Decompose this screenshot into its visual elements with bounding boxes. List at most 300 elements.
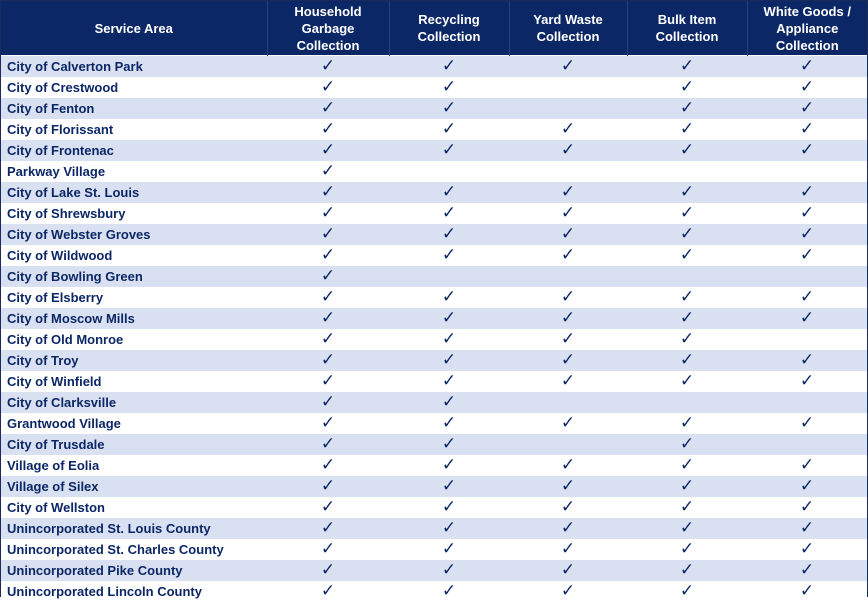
service-cell bbox=[509, 329, 627, 350]
service-cell bbox=[509, 413, 627, 434]
service-cell bbox=[747, 308, 867, 329]
service-cell bbox=[267, 392, 389, 413]
service-cell bbox=[747, 182, 867, 203]
service-cell bbox=[267, 350, 389, 371]
service-area-name: City of Webster Groves bbox=[1, 224, 267, 245]
checkmark-icon: ✓ bbox=[321, 351, 335, 369]
service-cell bbox=[267, 497, 389, 518]
table-row bbox=[1, 140, 867, 161]
checkmark-icon: ✓ bbox=[442, 120, 456, 138]
checkmark-icon: ✓ bbox=[561, 57, 575, 75]
checkmark-icon: ✓ bbox=[561, 456, 575, 474]
service-cell bbox=[267, 476, 389, 497]
checkmark-icon: ✓ bbox=[800, 414, 814, 432]
service-cell bbox=[389, 329, 509, 350]
service-cell bbox=[509, 539, 627, 560]
checkmark-icon: ✓ bbox=[442, 351, 456, 369]
checkmark-icon: ✓ bbox=[680, 141, 694, 159]
service-cell bbox=[267, 161, 389, 182]
table-row bbox=[1, 287, 867, 308]
service-cell bbox=[747, 119, 867, 140]
checkmark-icon: ✓ bbox=[321, 582, 335, 600]
service-cell bbox=[627, 560, 747, 581]
service-cell bbox=[509, 287, 627, 308]
service-area-name: City of Lake St. Louis bbox=[1, 182, 267, 203]
table-row bbox=[1, 371, 867, 392]
service-cell bbox=[509, 56, 627, 77]
service-cell bbox=[627, 266, 747, 287]
checkmark-icon: ✓ bbox=[800, 540, 814, 558]
service-area-name: City of Trusdale bbox=[1, 434, 267, 455]
checkmark-icon: ✓ bbox=[321, 78, 335, 96]
table-row bbox=[1, 245, 867, 266]
service-cell bbox=[267, 119, 389, 140]
service-cell bbox=[389, 161, 509, 182]
checkmark-icon: ✓ bbox=[442, 204, 456, 222]
service-cell bbox=[389, 497, 509, 518]
checkmark-icon: ✓ bbox=[561, 477, 575, 495]
checkmark-icon: ✓ bbox=[561, 120, 575, 138]
checkmark-icon: ✓ bbox=[321, 57, 335, 75]
service-cell bbox=[627, 392, 747, 413]
checkmark-icon: ✓ bbox=[561, 519, 575, 537]
checkmark-icon: ✓ bbox=[442, 540, 456, 558]
checkmark-icon: ✓ bbox=[800, 519, 814, 537]
service-cell bbox=[627, 56, 747, 77]
header-white-goods: White Goods / Appliance Collection bbox=[747, 1, 867, 56]
table-header bbox=[1, 1, 867, 56]
checkmark-icon: ✓ bbox=[321, 120, 335, 138]
table-row bbox=[1, 392, 867, 413]
service-cell bbox=[267, 140, 389, 161]
service-cell bbox=[509, 140, 627, 161]
checkmark-icon: ✓ bbox=[442, 393, 456, 411]
service-cell bbox=[509, 203, 627, 224]
service-cell bbox=[509, 77, 627, 98]
service-area-name: Parkway Village bbox=[1, 161, 267, 182]
header-yard-waste: Yard Waste Collection bbox=[509, 1, 627, 56]
checkmark-icon: ✓ bbox=[561, 351, 575, 369]
table-row bbox=[1, 119, 867, 140]
checkmark-icon: ✓ bbox=[321, 309, 335, 327]
service-cell bbox=[627, 518, 747, 539]
checkmark-icon: ✓ bbox=[561, 141, 575, 159]
service-cell bbox=[389, 308, 509, 329]
service-cell bbox=[267, 329, 389, 350]
service-cell bbox=[267, 413, 389, 434]
table-row bbox=[1, 455, 867, 476]
checkmark-icon: ✓ bbox=[321, 162, 335, 180]
service-cell bbox=[627, 539, 747, 560]
header-service-area: Service Area bbox=[1, 1, 267, 56]
table-row bbox=[1, 413, 867, 434]
checkmark-icon: ✓ bbox=[442, 99, 456, 117]
service-cell bbox=[389, 413, 509, 434]
service-cell bbox=[509, 518, 627, 539]
table-row bbox=[1, 539, 867, 560]
service-cell bbox=[509, 98, 627, 119]
service-cell bbox=[627, 287, 747, 308]
checkmark-icon: ✓ bbox=[561, 498, 575, 516]
service-cell bbox=[267, 287, 389, 308]
checkmark-icon: ✓ bbox=[800, 288, 814, 306]
checkmark-icon: ✓ bbox=[321, 456, 335, 474]
checkmark-icon: ✓ bbox=[800, 477, 814, 495]
service-cell bbox=[509, 560, 627, 581]
service-cell bbox=[627, 308, 747, 329]
service-area-name: City of Fenton bbox=[1, 98, 267, 119]
checkmark-icon: ✓ bbox=[321, 225, 335, 243]
service-area-name: City of Calverton Park bbox=[1, 56, 267, 77]
checkmark-icon: ✓ bbox=[680, 582, 694, 600]
table-row bbox=[1, 497, 867, 518]
service-cell bbox=[627, 182, 747, 203]
service-cell bbox=[267, 308, 389, 329]
service-cell bbox=[267, 224, 389, 245]
service-cell bbox=[747, 329, 867, 350]
service-cell bbox=[627, 476, 747, 497]
service-area-name: Unincorporated Pike County bbox=[1, 560, 267, 581]
service-cell bbox=[747, 518, 867, 539]
service-area-name: City of Old Monroe bbox=[1, 329, 267, 350]
checkmark-icon: ✓ bbox=[680, 330, 694, 348]
checkmark-icon: ✓ bbox=[561, 183, 575, 201]
checkmark-icon: ✓ bbox=[680, 288, 694, 306]
checkmark-icon: ✓ bbox=[680, 120, 694, 138]
checkmark-icon: ✓ bbox=[321, 99, 335, 117]
service-area-name: City of Troy bbox=[1, 350, 267, 371]
checkmark-icon: ✓ bbox=[442, 246, 456, 264]
header-row bbox=[1, 1, 867, 56]
table-body bbox=[1, 56, 867, 601]
service-cell bbox=[509, 455, 627, 476]
service-cell bbox=[509, 266, 627, 287]
service-cell bbox=[267, 371, 389, 392]
table-row bbox=[1, 350, 867, 371]
service-cell bbox=[267, 98, 389, 119]
service-cell bbox=[747, 140, 867, 161]
service-area-name: City of Winfield bbox=[1, 371, 267, 392]
checkmark-icon: ✓ bbox=[800, 183, 814, 201]
checkmark-icon: ✓ bbox=[442, 57, 456, 75]
service-cell bbox=[627, 413, 747, 434]
checkmark-icon: ✓ bbox=[800, 78, 814, 96]
checkmark-icon: ✓ bbox=[680, 456, 694, 474]
checkmark-icon: ✓ bbox=[680, 351, 694, 369]
table-row bbox=[1, 203, 867, 224]
table-row bbox=[1, 308, 867, 329]
checkmark-icon: ✓ bbox=[561, 309, 575, 327]
service-cell bbox=[389, 371, 509, 392]
service-area-name: City of Bowling Green bbox=[1, 266, 267, 287]
table-row bbox=[1, 182, 867, 203]
header-household-garbage: Household Garbage Collection bbox=[267, 1, 389, 56]
checkmark-icon: ✓ bbox=[800, 99, 814, 117]
service-area-name: City of Shrewsbury bbox=[1, 203, 267, 224]
service-cell bbox=[267, 581, 389, 601]
checkmark-icon: ✓ bbox=[680, 372, 694, 390]
checkmark-icon: ✓ bbox=[321, 288, 335, 306]
service-cell bbox=[747, 203, 867, 224]
service-cell bbox=[389, 98, 509, 119]
service-cell bbox=[389, 581, 509, 601]
service-cell bbox=[747, 245, 867, 266]
service-area-name: Village of Eolia bbox=[1, 455, 267, 476]
service-cell bbox=[389, 392, 509, 413]
checkmark-icon: ✓ bbox=[680, 540, 694, 558]
service-cell bbox=[267, 539, 389, 560]
service-area-name: City of Elsberry bbox=[1, 287, 267, 308]
table-row bbox=[1, 560, 867, 581]
service-cell bbox=[389, 476, 509, 497]
checkmark-icon: ✓ bbox=[680, 204, 694, 222]
checkmark-icon: ✓ bbox=[321, 183, 335, 201]
service-cell bbox=[389, 119, 509, 140]
service-cell bbox=[389, 518, 509, 539]
service-cell bbox=[627, 140, 747, 161]
checkmark-icon: ✓ bbox=[680, 57, 694, 75]
checkmark-icon: ✓ bbox=[321, 561, 335, 579]
checkmark-icon: ✓ bbox=[800, 498, 814, 516]
checkmark-icon: ✓ bbox=[442, 330, 456, 348]
service-cell bbox=[627, 203, 747, 224]
checkmark-icon: ✓ bbox=[800, 582, 814, 600]
checkmark-icon: ✓ bbox=[442, 372, 456, 390]
header-recycling: Recycling Collection bbox=[389, 1, 509, 56]
service-cell bbox=[389, 539, 509, 560]
checkmark-icon: ✓ bbox=[321, 141, 335, 159]
table-row bbox=[1, 518, 867, 539]
service-cell bbox=[389, 77, 509, 98]
service-cell bbox=[627, 224, 747, 245]
table-row bbox=[1, 224, 867, 245]
service-cell bbox=[747, 224, 867, 245]
checkmark-icon: ✓ bbox=[561, 561, 575, 579]
checkmark-icon: ✓ bbox=[442, 498, 456, 516]
service-cell bbox=[747, 476, 867, 497]
service-cell bbox=[509, 308, 627, 329]
service-cell bbox=[747, 434, 867, 455]
table-row bbox=[1, 329, 867, 350]
checkmark-icon: ✓ bbox=[800, 351, 814, 369]
checkmark-icon: ✓ bbox=[321, 477, 335, 495]
service-area-table bbox=[1, 1, 867, 601]
service-area-name: City of Crestwood bbox=[1, 77, 267, 98]
checkmark-icon: ✓ bbox=[561, 540, 575, 558]
service-cell bbox=[267, 560, 389, 581]
checkmark-icon: ✓ bbox=[561, 582, 575, 600]
service-area-name: City of Wellston bbox=[1, 497, 267, 518]
service-cell bbox=[627, 119, 747, 140]
service-cell bbox=[389, 350, 509, 371]
service-cell bbox=[389, 560, 509, 581]
service-area-name: City of Moscow Mills bbox=[1, 308, 267, 329]
service-cell bbox=[389, 224, 509, 245]
service-area-name: City of Wildwood bbox=[1, 245, 267, 266]
service-cell bbox=[747, 497, 867, 518]
service-cell bbox=[627, 581, 747, 601]
service-cell bbox=[509, 476, 627, 497]
service-cell bbox=[389, 434, 509, 455]
checkmark-icon: ✓ bbox=[442, 288, 456, 306]
service-cell bbox=[627, 371, 747, 392]
service-cell bbox=[627, 434, 747, 455]
service-cell bbox=[509, 350, 627, 371]
table-row bbox=[1, 161, 867, 182]
service-cell bbox=[389, 140, 509, 161]
service-cell bbox=[267, 182, 389, 203]
service-cell bbox=[509, 434, 627, 455]
service-cell bbox=[747, 266, 867, 287]
checkmark-icon: ✓ bbox=[321, 246, 335, 264]
service-cell bbox=[747, 581, 867, 601]
service-cell bbox=[747, 56, 867, 77]
service-cell bbox=[267, 56, 389, 77]
service-area-name: Unincorporated St. Charles County bbox=[1, 539, 267, 560]
checkmark-icon: ✓ bbox=[680, 183, 694, 201]
checkmark-icon: ✓ bbox=[442, 519, 456, 537]
checkmark-icon: ✓ bbox=[321, 372, 335, 390]
checkmark-icon: ✓ bbox=[561, 225, 575, 243]
service-cell bbox=[509, 224, 627, 245]
service-cell bbox=[389, 182, 509, 203]
table-row bbox=[1, 56, 867, 77]
service-area-name: City of Florissant bbox=[1, 119, 267, 140]
checkmark-icon: ✓ bbox=[680, 78, 694, 96]
service-cell bbox=[509, 371, 627, 392]
checkmark-icon: ✓ bbox=[561, 414, 575, 432]
checkmark-icon: ✓ bbox=[442, 435, 456, 453]
checkmark-icon: ✓ bbox=[800, 57, 814, 75]
checkmark-icon: ✓ bbox=[680, 309, 694, 327]
checkmark-icon: ✓ bbox=[680, 414, 694, 432]
service-cell bbox=[509, 119, 627, 140]
service-cell bbox=[627, 161, 747, 182]
checkmark-icon: ✓ bbox=[680, 435, 694, 453]
checkmark-icon: ✓ bbox=[800, 561, 814, 579]
checkmark-icon: ✓ bbox=[680, 225, 694, 243]
table-row bbox=[1, 98, 867, 119]
service-cell bbox=[389, 203, 509, 224]
service-cell bbox=[627, 77, 747, 98]
service-cell bbox=[627, 98, 747, 119]
service-cell bbox=[747, 539, 867, 560]
service-cell bbox=[267, 518, 389, 539]
checkmark-icon: ✓ bbox=[680, 561, 694, 579]
service-cell bbox=[267, 455, 389, 476]
checkmark-icon: ✓ bbox=[321, 435, 335, 453]
service-cell bbox=[747, 392, 867, 413]
service-cell bbox=[627, 329, 747, 350]
service-cell bbox=[389, 455, 509, 476]
checkmark-icon: ✓ bbox=[680, 246, 694, 264]
service-cell bbox=[747, 413, 867, 434]
checkmark-icon: ✓ bbox=[321, 393, 335, 411]
checkmark-icon: ✓ bbox=[321, 267, 335, 285]
checkmark-icon: ✓ bbox=[321, 519, 335, 537]
service-cell bbox=[509, 392, 627, 413]
service-area-name: City of Clarksville bbox=[1, 392, 267, 413]
checkmark-icon: ✓ bbox=[800, 456, 814, 474]
checkmark-icon: ✓ bbox=[442, 561, 456, 579]
checkmark-icon: ✓ bbox=[800, 204, 814, 222]
service-cell bbox=[747, 287, 867, 308]
table-row bbox=[1, 434, 867, 455]
checkmark-icon: ✓ bbox=[442, 225, 456, 243]
service-cell bbox=[747, 98, 867, 119]
service-cell bbox=[509, 497, 627, 518]
checkmark-icon: ✓ bbox=[561, 246, 575, 264]
checkmark-icon: ✓ bbox=[561, 372, 575, 390]
service-cell bbox=[389, 266, 509, 287]
table-row bbox=[1, 476, 867, 497]
checkmark-icon: ✓ bbox=[321, 330, 335, 348]
service-cell bbox=[509, 581, 627, 601]
checkmark-icon: ✓ bbox=[800, 225, 814, 243]
service-cell bbox=[747, 77, 867, 98]
service-cell bbox=[389, 245, 509, 266]
service-area-name: City of Frontenac bbox=[1, 140, 267, 161]
service-cell bbox=[747, 350, 867, 371]
service-cell bbox=[267, 266, 389, 287]
checkmark-icon: ✓ bbox=[680, 99, 694, 117]
service-area-name: Unincorporated St. Louis County bbox=[1, 518, 267, 539]
service-cell bbox=[627, 245, 747, 266]
service-cell bbox=[747, 560, 867, 581]
service-area-name: Unincorporated Lincoln County bbox=[1, 581, 267, 601]
checkmark-icon: ✓ bbox=[321, 414, 335, 432]
checkmark-icon: ✓ bbox=[442, 183, 456, 201]
service-area-name: Grantwood Village bbox=[1, 413, 267, 434]
checkmark-icon: ✓ bbox=[321, 498, 335, 516]
checkmark-icon: ✓ bbox=[561, 330, 575, 348]
checkmark-icon: ✓ bbox=[680, 477, 694, 495]
checkmark-icon: ✓ bbox=[442, 414, 456, 432]
service-cell bbox=[267, 245, 389, 266]
service-cell bbox=[389, 287, 509, 308]
service-cell bbox=[267, 77, 389, 98]
service-cell bbox=[747, 371, 867, 392]
checkmark-icon: ✓ bbox=[442, 78, 456, 96]
service-cell bbox=[509, 182, 627, 203]
checkmark-icon: ✓ bbox=[442, 141, 456, 159]
checkmark-icon: ✓ bbox=[561, 204, 575, 222]
checkmark-icon: ✓ bbox=[442, 456, 456, 474]
checkmark-icon: ✓ bbox=[800, 141, 814, 159]
checkmark-icon: ✓ bbox=[680, 519, 694, 537]
checkmark-icon: ✓ bbox=[800, 309, 814, 327]
service-cell bbox=[267, 203, 389, 224]
service-cell bbox=[627, 455, 747, 476]
service-cell bbox=[509, 245, 627, 266]
table-row bbox=[1, 581, 867, 601]
checkmark-icon: ✓ bbox=[321, 204, 335, 222]
header-bulk-item: Bulk Item Collection bbox=[627, 1, 747, 56]
checkmark-icon: ✓ bbox=[800, 246, 814, 264]
service-cell bbox=[509, 161, 627, 182]
checkmark-icon: ✓ bbox=[800, 372, 814, 390]
checkmark-icon: ✓ bbox=[442, 309, 456, 327]
service-cell bbox=[627, 497, 747, 518]
checkmark-icon: ✓ bbox=[800, 120, 814, 138]
checkmark-icon: ✓ bbox=[680, 498, 694, 516]
checkmark-icon: ✓ bbox=[321, 540, 335, 558]
service-cell bbox=[627, 350, 747, 371]
service-cell bbox=[747, 161, 867, 182]
checkmark-icon: ✓ bbox=[442, 477, 456, 495]
table-row bbox=[1, 77, 867, 98]
service-cell bbox=[267, 434, 389, 455]
